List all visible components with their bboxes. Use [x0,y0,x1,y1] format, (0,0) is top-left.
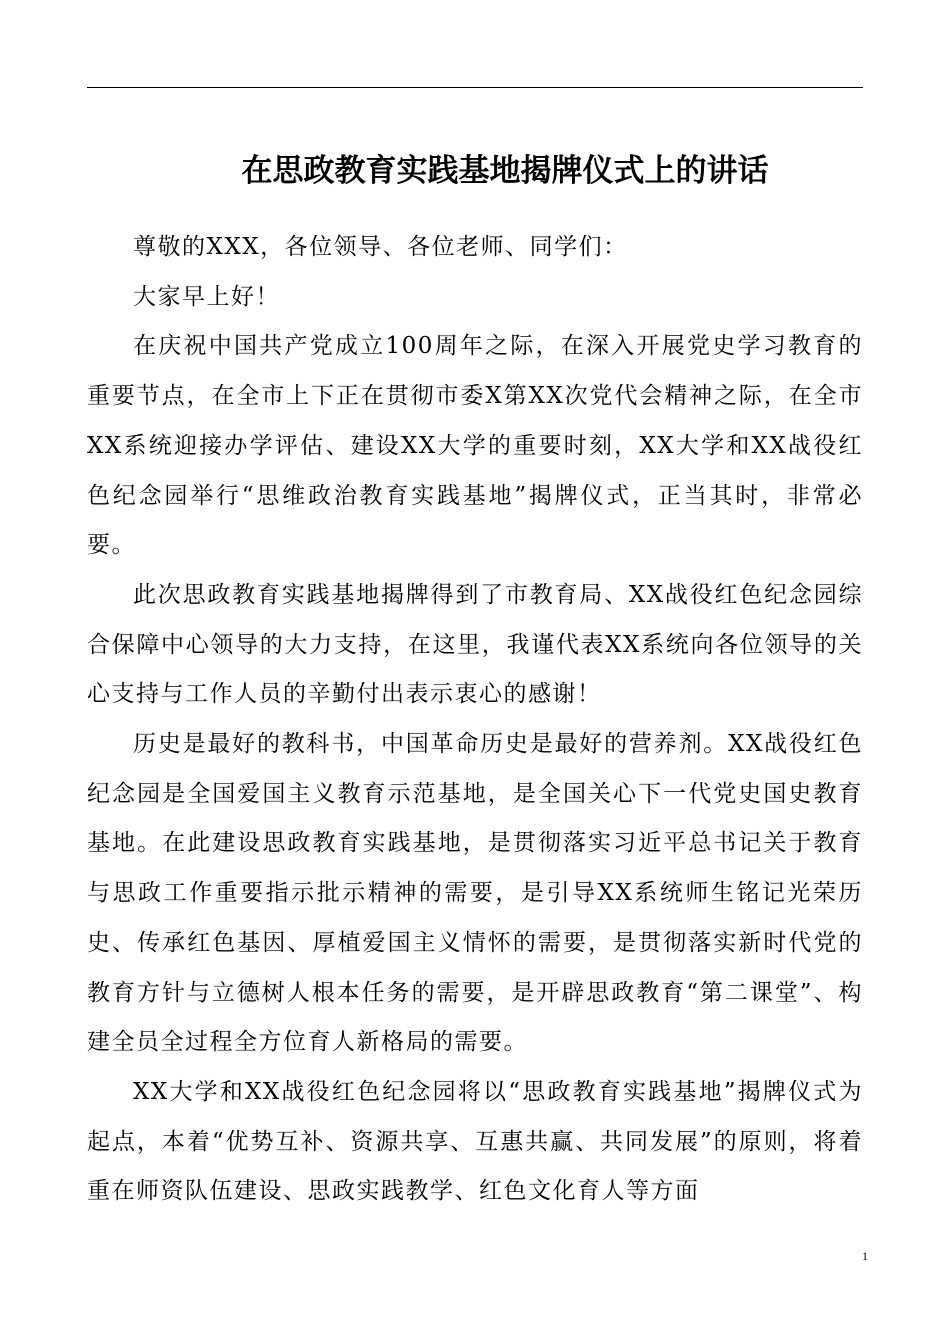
document-body [87,223,863,1217]
document-title: 在思政教育实践基地揭牌仪式上的讲话 [241,153,769,189]
greeting-paragraph: 大家早上好！ [133,283,280,310]
body-paragraph: 在庆祝中国共产党成立100周年之际，在深入开展党史学习教育的重要节点，在全市上下正在贯彻市委X第XX次党代会精神之际，在全市XX系统迎接办学评估、建设XX大学的重要时刻，XX大学和XX战役红色纪念园举行“思维政治教育实践基地”揭牌仪式，正当其时，非常必要。 [87,333,863,559]
body-paragraph: 此次思政教育实践基地揭牌得到了市教育局、XX战役红色纪念园综合保障中心领导的大力支持，在这里，我谨代表XX系统向各位领导的关心支持与工作人员的辛勤付出表示衷心的感谢！ [87,581,863,708]
salutation-paragraph: 尊敬的XXX，各位领导、各位老师、同学们： [133,234,628,260]
header-rule [87,87,863,88]
body-paragraph: XX大学和XX战役红色纪念园将以“思政教育实践基地”揭牌仪式为起点，本着“优势互补、资源共享、互惠共赢、共同发展”的原则，将着重在师资队伍建设、思政实践教学、红色文化育人等方面 [87,1078,863,1205]
page-number: 1 [862,1249,868,1263]
body-paragraph: 历史是最好的教科书，中国革命历史是最好的营养剂。XX战役红色纪念园是全国爱国主义教育示范基地，是全国关心下一代党史国史教育基地。在此建设思政教育实践基地，是贯彻落实习近平总书记关于教育与思政工作重要指示批示精神的需要，是引导XX系统师生铭记光荣历史、传承红色基因、厚植爱国主义情怀的需要，是贯彻落实新时代党的教育方针与立德树人根本任务的需要，是开辟思政教育“第二课堂”、构建全员全过程全方位育人新格局的需要。 [87,731,863,1056]
